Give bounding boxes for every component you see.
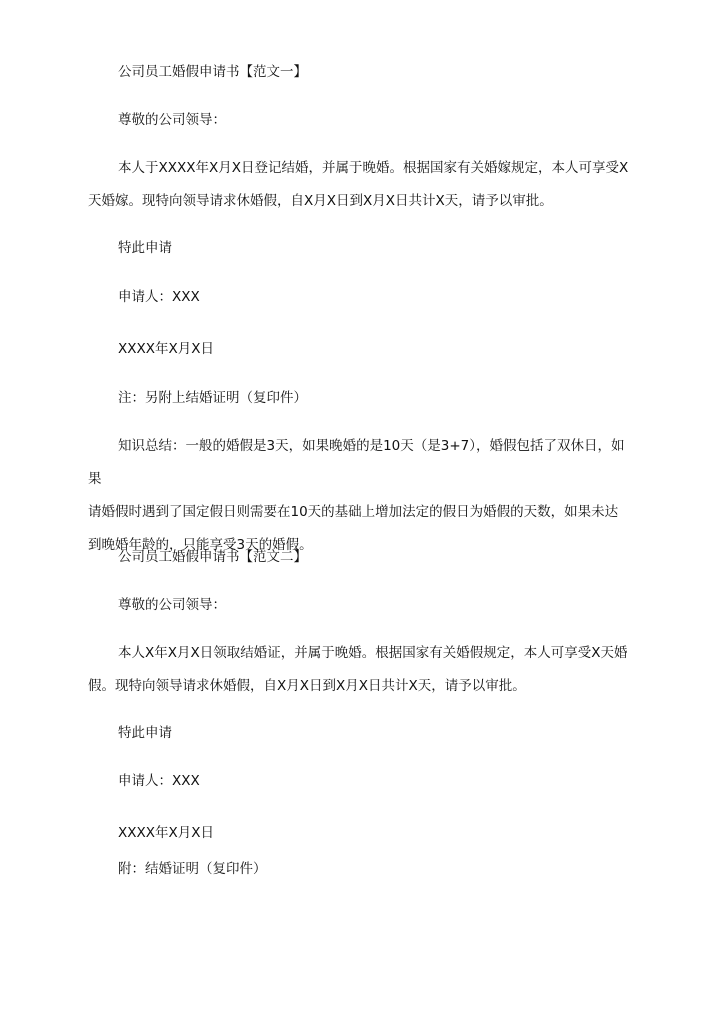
salutation-paragraph: 尊敬的公司领导：: [118, 597, 226, 613]
applicant-line: 申请人：XXX: [118, 773, 200, 789]
attachment-note: 附：结婚证明（复印件）: [118, 861, 267, 877]
closing-paragraph: 特此申请: [118, 725, 172, 741]
document-title-sample-one: 公司员工婚假申请书【范文一】: [118, 64, 307, 80]
knowledge-summary-paragraph: 知识总结：一般的婚假是3天，如果晚婚的是10天（是3+7），婚假包括了双休日，如果 请婚假时遇到了国定假日则需要在10天的基础上增加法定的假日为婚假的天数，如果未达 到晚婚年龄的，只能享受3天的婚假。: [88, 438, 625, 553]
closing-paragraph: 特此申请: [118, 240, 172, 256]
salutation-paragraph: 尊敬的公司领导：: [118, 112, 226, 128]
date-line: XXXX年X月X日: [118, 341, 214, 357]
request-body-paragraph: 本人于XXXX年X月X日登记结婚，并属于晚婚。根据国家有关婚嫁规定，本人可享受X 天婚嫁。现特向领导请求休婚假，自X月X日到X月X日共计X天，请予以审批。: [88, 160, 629, 209]
attachment-note: 注：另附上结婚证明（复印件）: [118, 390, 307, 406]
date-line: XXXX年X月X日: [118, 825, 214, 841]
applicant-line: 申请人：XXX: [118, 289, 200, 305]
document-title-sample-two: 公司员工婚假申请书【范文二】: [118, 549, 307, 565]
request-body-paragraph: 本人X年X月X日领取结婚证，并属于晚婚。根据国家有关婚假规定，本人可享受X天婚 假。现特向领导请求休婚假，自X月X日到X月X日共计X天，请予以审批。: [88, 645, 628, 694]
